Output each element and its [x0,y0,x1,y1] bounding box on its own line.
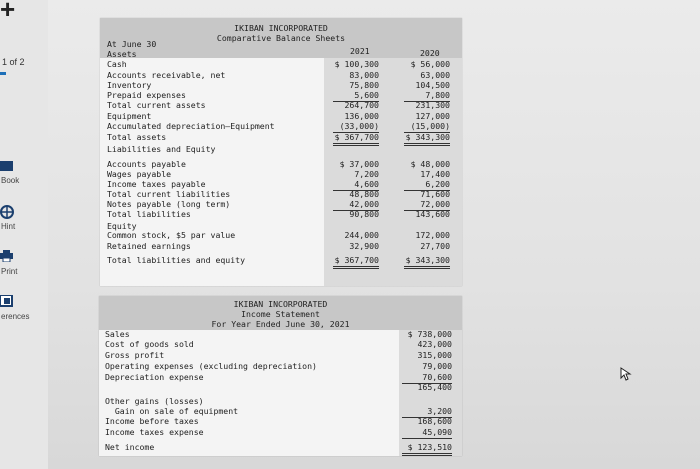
bs-row [100,255,462,266]
page-indicator: 1 of 2 [2,57,25,67]
is-row-label: Income taxes expense [105,427,204,437]
bs-row [100,121,462,132]
is-row-label: Sales [105,329,130,339]
bs-value-2020: 231,300 [415,100,450,110]
bs-company: IKIBAN INCORPORATED [234,23,328,33]
bs-row-label: Retained earnings [107,241,191,251]
print-icon [0,250,14,262]
is-row [99,350,462,361]
is-value: 45,090 [402,427,452,439]
bs-row-label: Common stock, $5 par value [107,230,236,240]
is-row [99,339,462,350]
balance-sheet-table [100,18,462,286]
bs-value-2021: $ 100,300 [334,59,379,69]
is-row [99,416,462,427]
is-row-label: Cost of goods sold [105,339,194,349]
is-title: Income Statement [241,309,320,319]
bs-value-2020: 7,800 [404,90,450,102]
is-row-label: Operating expenses (excluding depreciation) [105,361,317,371]
bs-row-label: Income taxes payable [107,179,206,189]
bs-value-2021: 244,000 [344,230,379,240]
hint-label: Hint [1,222,16,231]
bs-date-label: At June 30 [107,39,157,49]
bs-value-2020: 63,000 [420,70,450,80]
is-value: 3,200 [402,406,452,418]
bs-row-label: Equipment [107,111,152,121]
bs-value-2020: 71,600 [420,189,450,199]
is-row [99,427,462,438]
book-label: Book [1,176,20,185]
bs-value-2021: $ 367,700 [333,132,379,146]
bs-value-2021: $ 37,000 [339,159,379,169]
bs-value-2020: 17,400 [420,169,450,179]
bs-value-2020: $ 343,300 [404,132,450,146]
bs-row-label: Total liabilities [107,209,191,219]
is-row-label: Gross profit [105,350,165,360]
bs-value-2021: 42,000 [333,199,379,211]
bs-row-label: Wages payable [107,169,172,179]
bs-value-2021: 32,900 [349,241,379,251]
bs-value-2021: 83,000 [349,70,379,80]
bs-row-label: Accumulated depreciation—Equipment [107,121,275,131]
is-row-label: Depreciation expense [105,372,204,382]
is-value: 423,000 [417,339,452,349]
bs-value-2020: 27,700 [420,241,450,251]
mouse-cursor-icon [620,367,632,381]
bs-value-2021: 7,200 [354,169,379,179]
bs-value-2020: $ 343,300 [404,255,450,269]
references-icon [0,295,14,307]
is-value: $ 738,000 [407,329,452,339]
bs-row-label: Total liabilities and equity [107,255,246,265]
bs-value-2021: (33,000) [333,121,379,133]
is-row [99,442,462,453]
bs-value-2020: 127,000 [415,111,450,121]
bs-value-2020: 143,600 [415,209,450,219]
is-period: For Year Ended June 30, 2021 [211,319,350,329]
bs-col-2020: 2020 [420,48,440,58]
is-row [99,382,462,393]
bs-row-label: Assets [107,49,137,59]
is-row-label: Income before taxes [105,416,199,426]
is-value: 315,000 [417,350,452,360]
book-icon [0,160,14,172]
is-row-label: Gain on sale of equipment [105,406,239,416]
is-row [99,361,462,372]
bs-value-2020: 6,200 [404,179,450,191]
bs-value-2021: 90,800 [349,209,379,219]
references-label: erences [1,312,30,321]
bs-title: Comparative Balance Sheets [216,33,346,43]
is-company: IKIBAN INCORPORATED [233,299,328,309]
bs-value-2021: 4,600 [333,179,379,191]
is-value: 168,600 [417,416,452,426]
bs-col-2021: 2021 [350,46,370,56]
is-row-label: Other gains (losses) [105,396,204,406]
bs-row [100,230,462,241]
sidebar [0,0,48,469]
income-statement-table [99,296,462,456]
bs-value-2021: $ 367,700 [333,255,379,269]
bs-row [100,144,462,155]
page-progress-marker [0,72,6,75]
bs-row-label: Accounts payable [107,159,186,169]
bs-row-label: Total assets [107,132,167,142]
bs-value-2020: $ 48,000 [410,159,450,169]
bs-row-label: Total current liabilities [107,189,231,199]
bs-row-label: Liabilities and Equity [107,144,216,154]
bs-row-label: Equity [107,221,137,231]
bs-row-label: Total current assets [107,100,206,110]
bs-row [100,209,462,220]
bs-row-label: Prepaid expenses [107,90,186,100]
hint-icon [0,205,14,219]
bs-value-2020: $ 56,000 [410,59,450,69]
bs-value-2021: 264,700 [344,100,379,110]
bs-row [100,241,462,252]
print-label: Print [1,267,18,276]
is-value: 165,400 [417,382,452,392]
bs-row [100,59,462,70]
bs-value-2020: 72,000 [404,199,450,211]
bs-value-2021: 136,000 [344,111,379,121]
bs-row-label: Inventory [107,80,152,90]
bs-value-2020: 172,000 [415,230,450,240]
bs-value-2021: 75,800 [349,80,379,90]
bs-row-label: Notes payable (long term) [107,199,231,209]
bs-value-2020: 104,500 [415,80,450,90]
bs-row [100,132,462,143]
is-value: 70,600 [402,372,452,384]
bs-row [100,100,462,111]
bs-value-2021: 48,800 [349,189,379,199]
is-value: 79,000 [422,361,452,371]
bs-row-label: Accounts receivable, net [107,70,226,80]
is-row-label: Net income [105,442,155,452]
bs-value-2021: 5,600 [333,90,379,102]
bs-row-label: Cash [107,59,127,69]
plus-icon[interactable]: + [0,0,16,24]
is-value: $ 123,510 [402,442,452,456]
bs-value-2020: (15,000) [404,121,450,133]
